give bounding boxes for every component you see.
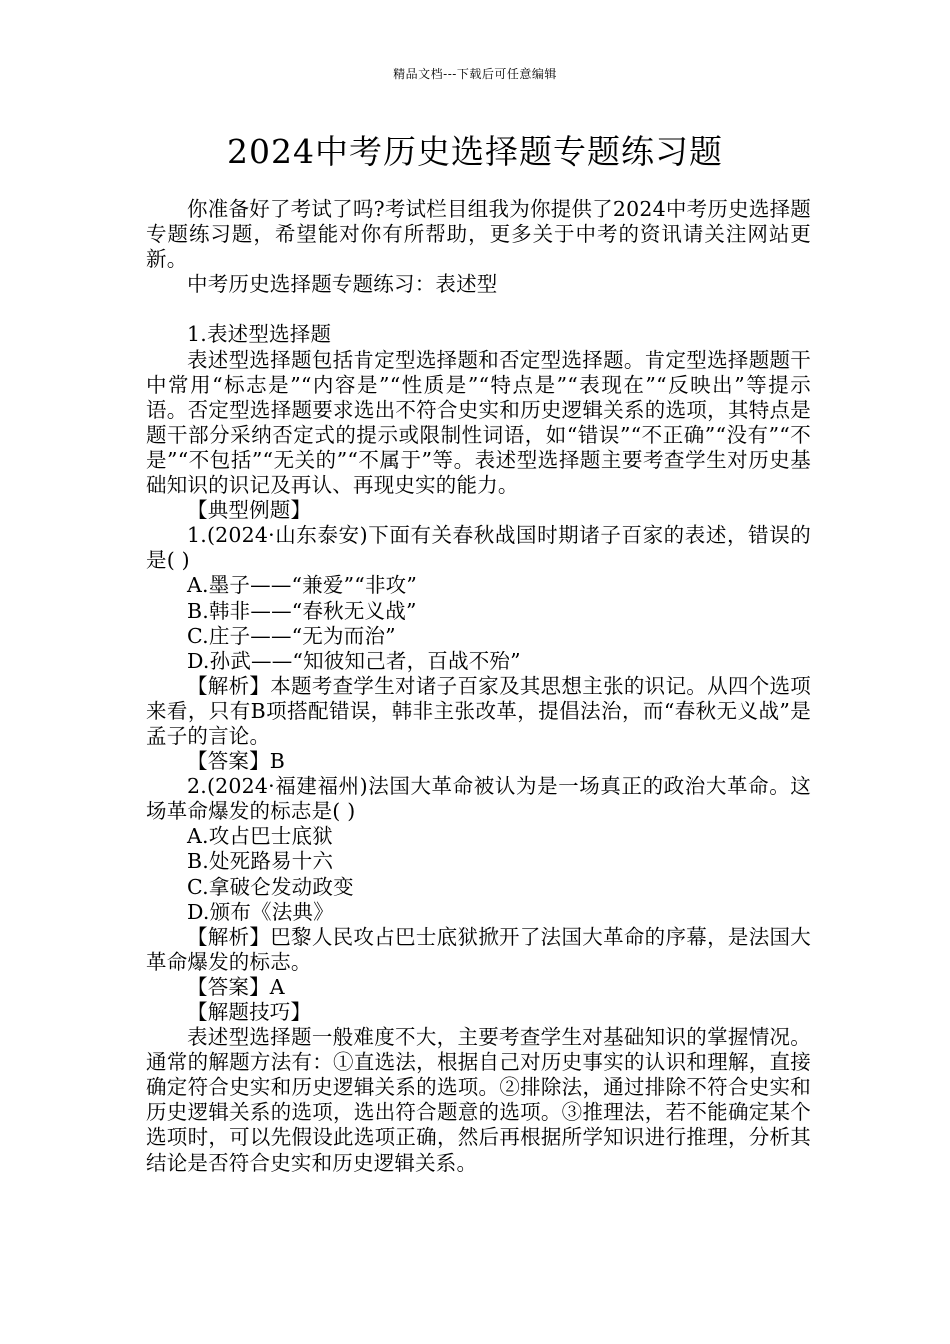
question-2-analysis: 【解析】巴黎人民攻占巴士底狱掀开了法国大革命的序幕，是法国大革命爆发的标志。 <box>146 924 811 974</box>
example-heading: 【典型例题】 <box>187 498 312 523</box>
question-1-option-b: B.韩非——“春秋无义战” <box>187 598 417 623</box>
question-2-option-c: C.拿破仑发动政变 <box>187 874 354 899</box>
intro-paragraph: 你准备好了考试了吗?考试栏目组我为你提供了2024中考历史选择题专题练习题，希望能对你有所帮助，更多关于中考的资讯请关注网站更新。 <box>146 197 811 272</box>
tips-paragraph: 表述型选择题一般难度不大，主要考查学生对基础知识的掌握情况。通常的解题方法有：①直选法，根据自己对历史事实的认识和理解，直接确定符合史实和历史逻辑关系的选项。②排除法，通过排除不符合史实和历史逻辑关系的选项，选出符合题意的选项。③推理法，若不能确定某个选项时，可以先假设此选项正确，然后再根据所学知识进行推理，分析其结论是否符合史实和历史逻辑关系。 <box>146 1025 811 1175</box>
subsection-heading: 1.表述型选择题 <box>187 322 332 347</box>
question-1-option-a: A.墨子——“兼爱”“非攻” <box>187 573 418 598</box>
page-header: 精品文档---下载后可任意编辑 <box>393 67 557 81</box>
question-1: 1.(2024·山东泰安)下面有关春秋战国时期诸子百家的表述，错误的是( ) <box>146 523 811 573</box>
document-body <box>146 197 811 1176</box>
blank-line <box>146 297 811 322</box>
question-2-option-b: B.处死路易十六 <box>187 849 334 874</box>
description-paragraph: 表述型选择题包括肯定型选择题和否定型选择题。肯定型选择题题干中常用“标志是”“内容是”“性质是”“特点是”“表现在”“反映出”等提示语。否定型选择题要求选出不符合史实和历史逻辑关系的选项，其特点是题干部分采纳否定式的提示或限制性词语，如“错误”“不正确”“没有”“不是”“不包括”“无关的”“不属于”等。表述型选择题主要考查学生对历史基础知识的识记及再认、再现史实的能力。 <box>146 347 811 498</box>
section-heading: 中考历史选择题专题练习：表述型 <box>187 272 498 297</box>
question-2-option-a: A.攻占巴士底狱 <box>187 824 333 849</box>
question-2-option-d: D.颁布《法典》 <box>187 899 334 924</box>
question-1-answer: 【答案】B <box>187 749 286 774</box>
question-1-option-c: C.庄子——“无为而治” <box>187 623 396 648</box>
question-1-option-d: D.孙武——“知彼知己者，百战不殆” <box>187 648 521 673</box>
question-2: 2.(2024·福建福州)法国大革命被认为是一场真正的政治大革命。这场革命爆发的标志是( ) <box>146 774 811 824</box>
question-1-analysis: 【解析】本题考查学生对诸子百家及其思想主张的识记。从四个选项来看，只有B项搭配错误，韩非主张改革，提倡法治，而“春秋无义战”是孟子的言论。 <box>146 673 811 748</box>
tips-heading: 【解题技巧】 <box>187 1000 312 1024</box>
page-title: 2024中考历史选择题专题练习题 <box>227 132 723 171</box>
question-2-answer: 【答案】A <box>187 974 285 999</box>
